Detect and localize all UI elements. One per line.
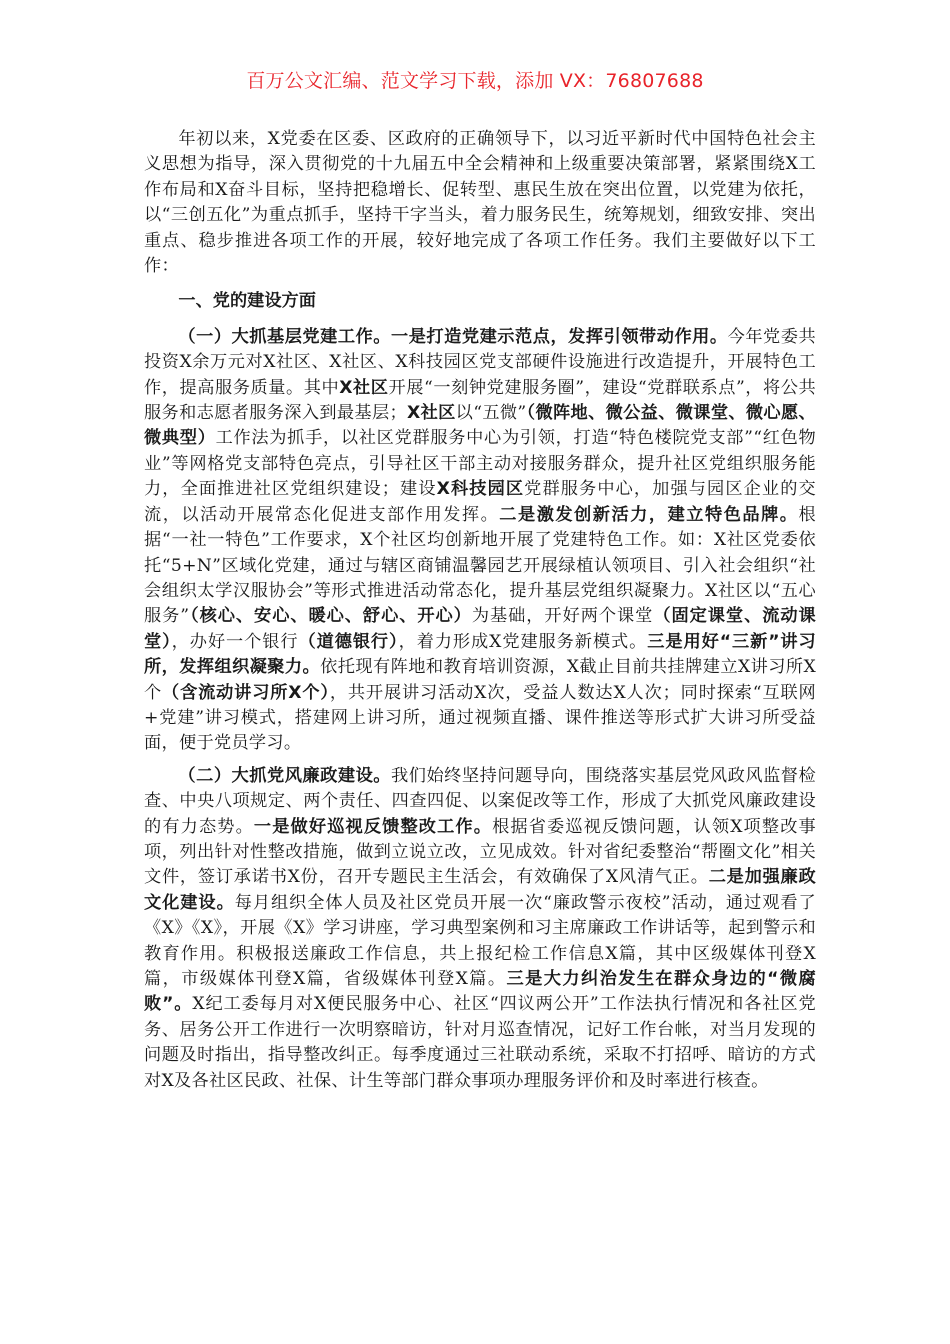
text-run: ，办好一个银行 [171, 631, 299, 652]
text-run: 开展“一刻钟党建服务圈”，建设“党群联系点”，将公共服务和志愿者服务深入到最基层； [144, 377, 817, 424]
text-run: 根据“一社一特色”工作要求，X个社区均创新地开展了党建特色工作。如：X社区党委依托“5+N”区域化党建，通过与辖区商铺温馨园艺开展绿植认领项目、引入社会组织“社会组织太学汉服协会”等形式推进活动常态化，提升基层党组织凝聚力。X社区以“五心服务” [144, 504, 816, 627]
bold-text-run: （一）大抓基层党建工作。一是打造党建示范点，发挥引领带动作用。 [178, 326, 728, 347]
text-run: ，着力形成X党建服务新模式。 [398, 631, 648, 652]
bold-text-run: （核心、安心、暖心、舒心、开心） [189, 606, 472, 627]
bold-text-run: 一是做好巡视反馈整改工作。 [253, 816, 493, 837]
bold-text-run: X社区 [406, 403, 456, 424]
text-run: 为基础，开好两个课堂 [471, 606, 654, 627]
intro-paragraph: 年初以来，X党委在区委、区政府的正确领导下，以习近平新时代中国特色社会主义思想为指导，深入贯彻党的十九届五中全会精神和上级重要决策部署，紧紧围绕X工作布局和X奋斗目标，坚持把稳增长、促转型、惠民生放在突出位置，以党建为依托，以“三创五化”为重点抓手，坚持干字当头，着力服务民生，统筹规划，细致安排、突出重点、稳步推进各项工作的开展，较好地完成了各项工作任务。我们主要做好以下工作： [144, 129, 816, 277]
bold-text-run: X科技园区 [436, 479, 525, 500]
section-heading-party-building: 一、党的建设方面 [178, 291, 316, 312]
bold-text-run: （道德银行） [298, 631, 399, 652]
bold-text-run: （微阵地、微公益、微课堂、微心愿、微典型） [144, 403, 816, 449]
text-run: 今年党委共投资X余万元对X社区、X社区、X科技园区党支部硬件设施进行改造提升，开展特色工作，提高服务质量。其中 [144, 326, 816, 398]
document-body [144, 127, 816, 1101]
text-run: 党群服务中心，加强与园区企业的交流，以活动开展常态化促进支部作用发挥。 [144, 479, 816, 525]
bold-text-run: X社区 [339, 377, 389, 398]
paragraph-grassroots-party-building [144, 325, 816, 757]
text-run: 以“五微” [455, 403, 527, 424]
text-run: 每月组织全体人员及社区党员开展一次“廉政警示夜校”活动，通过观看了《X》《X》，开展《X》学习讲座，学习典型案例和习主席廉政工作讲话等，起到警示和教育作用。积极报送廉政工作信息，共上报纪检工作信息X篇，其中区级媒体刊登X篇，市级媒体刊登X篇，省级媒体刊登X篇。 [144, 892, 816, 989]
bold-text-run: 三是用好“三新”讲习所，发挥组织凝聚力。 [144, 631, 817, 678]
promo-banner: 百万公文汇编、范文学习下载，添加 VX：76807688 [246, 70, 704, 92]
text-run: 根据省委巡视反馈问题，认领X项整改事项，列出针对性整改措施，做到立说立改，立见成效。针对省纪委整治“帮圈文化”相关文件，签订承诺书X份，召开专题民主生活会，有效确保了X风清气正。 [144, 816, 817, 888]
text-run: 依托现有阵地和教育培训资源，X截止目前共挂牌建立X讲习所X个 [144, 657, 816, 703]
bold-text-run: （固定课堂、流动课堂） [144, 606, 817, 652]
bold-text-run: 三是大力纠治发生在群众身边的“微腐败”。 [144, 969, 816, 1015]
paragraph-clean-government [144, 764, 816, 1094]
text-run: X纪工委每月对X便民服务中心、社区“四议两公开”工作法执行情况和各社区党务、居务公开工作进行一次明察暗访，针对月巡查情况，记好工作台帐，对当月发现的问题及时指出，指导整改纠正。每季度通过三社联动系统，采取不打招呼、暗访的方式对X及各社区民政、社保、计生等部门群众事项办理服务评价和及时率进行核查。 [144, 994, 816, 1091]
bold-text-run: （二）大抓党风廉政建设。 [178, 765, 392, 786]
text-run: 工作法为抓手，以社区党群服务中心为引领，打造“特色楼院党支部”“红色物业”等网格党支部特色亮点，引导社区干部主动对接服务群众，提升社区党组织服务能力，全面推进社区党组织建设；建设 [144, 428, 816, 500]
text-run: ，共开展讲习活动X次，受益人数达X人次；同时探索“互联网+党建”讲习模式，搭建网上讲习所，通过视频直播、课件推送等形式扩大讲习所受益面，便于党员学习。 [144, 682, 816, 754]
text-run: 我们始终坚持问题导向，围绕落实基层党风政风监督检查、中央八项规定、两个责任、四查四促、以案促改等工作，形成了大抓党风廉政建设的有力态势。 [144, 765, 817, 837]
bold-text-run: 二是激发创新活力，建立特色品牌。 [499, 504, 799, 525]
bold-text-run: 二是加强廉政文化建设。 [144, 867, 816, 913]
bold-text-run: （含流动讲习所X个） [162, 682, 330, 703]
